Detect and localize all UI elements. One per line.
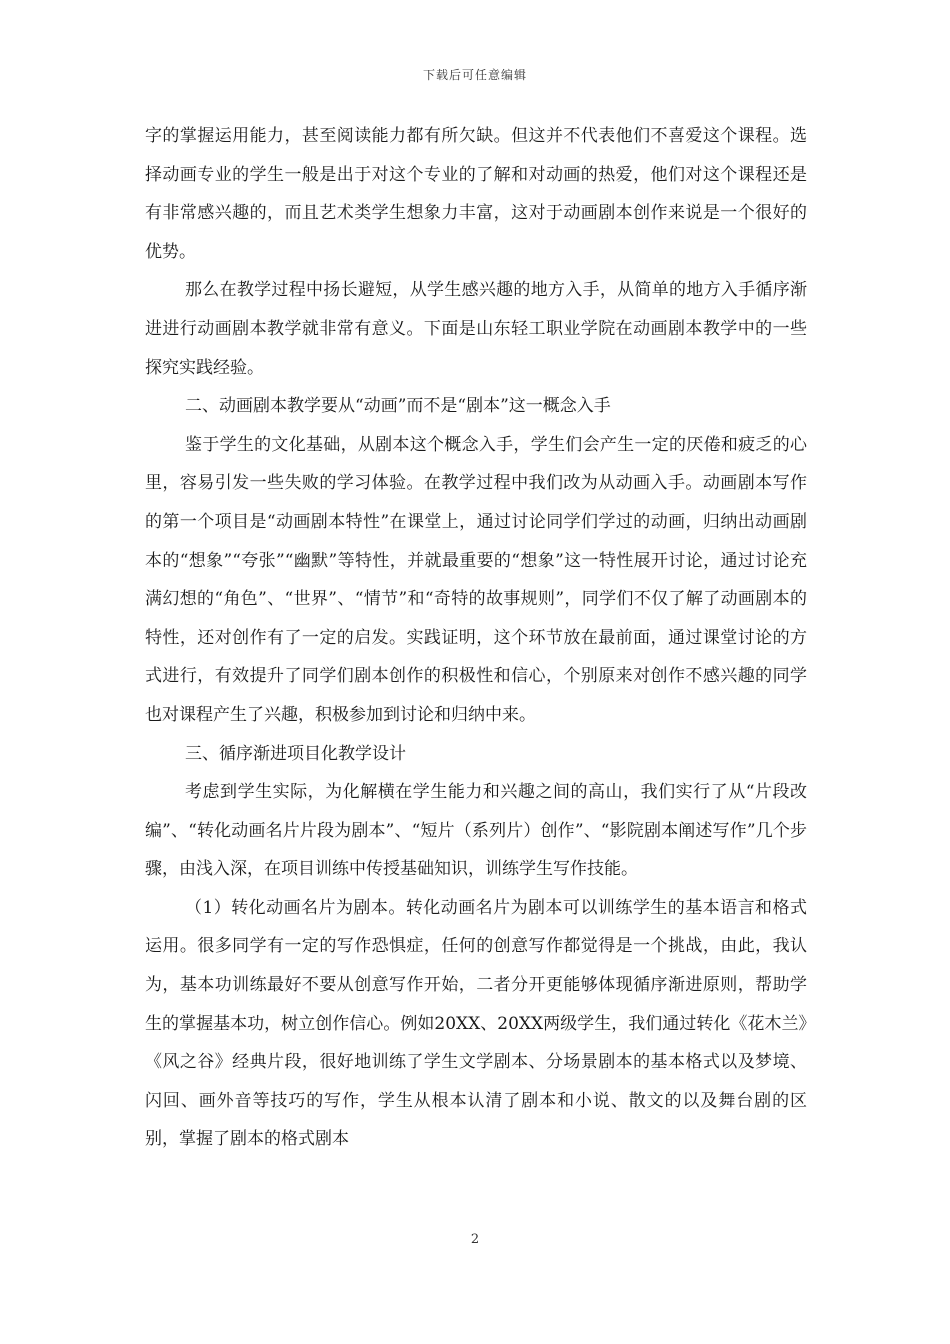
paragraph-animation-first: 鉴于学生的文化基础，从剧本这个概念入手，学生们会产生一定的厌倦和疲乏的心里，容易引发一些失败的学习体验。在教学过程中我们改为从动画入手。动画剧本写作的第一个项目是“动画剧本特性”在课堂上，通过讨论同学们学过的动画，归纳出动画剧本的“想象”“夸张”“幽默”等特性，并就最重要的“想象”这一特性展开讨论，通过讨论充满幻想的“角色”、“世界”、“情节”和“奇特的故事规则”，同学们不仅了解了动画剧本的特性，还对创作有了一定的启发。实践证明，这个环节放在最前面，通过课堂讨论的方式进行，有效提升了同学们剧本创作的积极性和信心，个别原来对创作不感兴趣的同学也对课程产生了兴趣，积极参加到讨论和归纳中来。 (145, 434, 807, 725)
section-heading-3: 三、循序渐进项目化教学设计 (185, 743, 406, 764)
paragraph-convert-films: （1）转化动画名片为剧本。转化动画名片为剧本可以训练学生的基本语言和格式运用。很多同学有一定的写作恐惧症，任何的创意写作都觉得是一个挑战，由此，我认为，基本功训练最好不要从创意写作开始，二者分开更能够体现循序渐进原则，帮助学生的掌握基本功，树立创作信心。例如20XX、20XX两级学生，我们通过转化《花木兰》《风之谷》经典片段，很好地训练了学生文学剧本、分场景剧本的基本格式以及梦境、闪回、画外音等技巧的写作，学生从根本认清了剧本和小说、散文的以及舞台剧的区别，掌握了剧本的格式剧本 (145, 897, 807, 1150)
paragraph-approach: 那么在教学过程中扬长避短，从学生感兴趣的地方入手，从简单的地方入手循序渐进进行动画剧本教学就非常有意义。下面是山东轻工职业学院在动画剧本教学中的一些探究实践经验。 (145, 280, 807, 378)
paragraph-project-steps: 考虑到学生实际，为化解横在学生能力和兴趣之间的高山，我们实行了从“片段改编”、“转化动画名片片段为剧本”、“短片（系列片）创作”、“影院剧本阐述写作”几个步骤，由浅入深，在项目训练中传授基础知识，训练学生写作技能。 (145, 782, 807, 880)
document-body (145, 117, 807, 1159)
paragraph-continuation: 字的掌握运用能力，甚至阅读能力都有所欠缺。但这并不代表他们不喜爱这个课程。选择动画专业的学生一般是出于对这个专业的了解和对动画的热爱，他们对这个课程还是有非常感兴趣的，而且艺术类学生想象力丰富，这对于动画剧本创作来说是一个很好的优势。 (145, 126, 807, 262)
section-heading-2: 二、动画剧本教学要从“动画”而不是“剧本”这一概念入手 (185, 396, 611, 417)
page-number: 2 (470, 1232, 480, 1247)
page-header: 下载后可任意编辑 (422, 68, 527, 82)
